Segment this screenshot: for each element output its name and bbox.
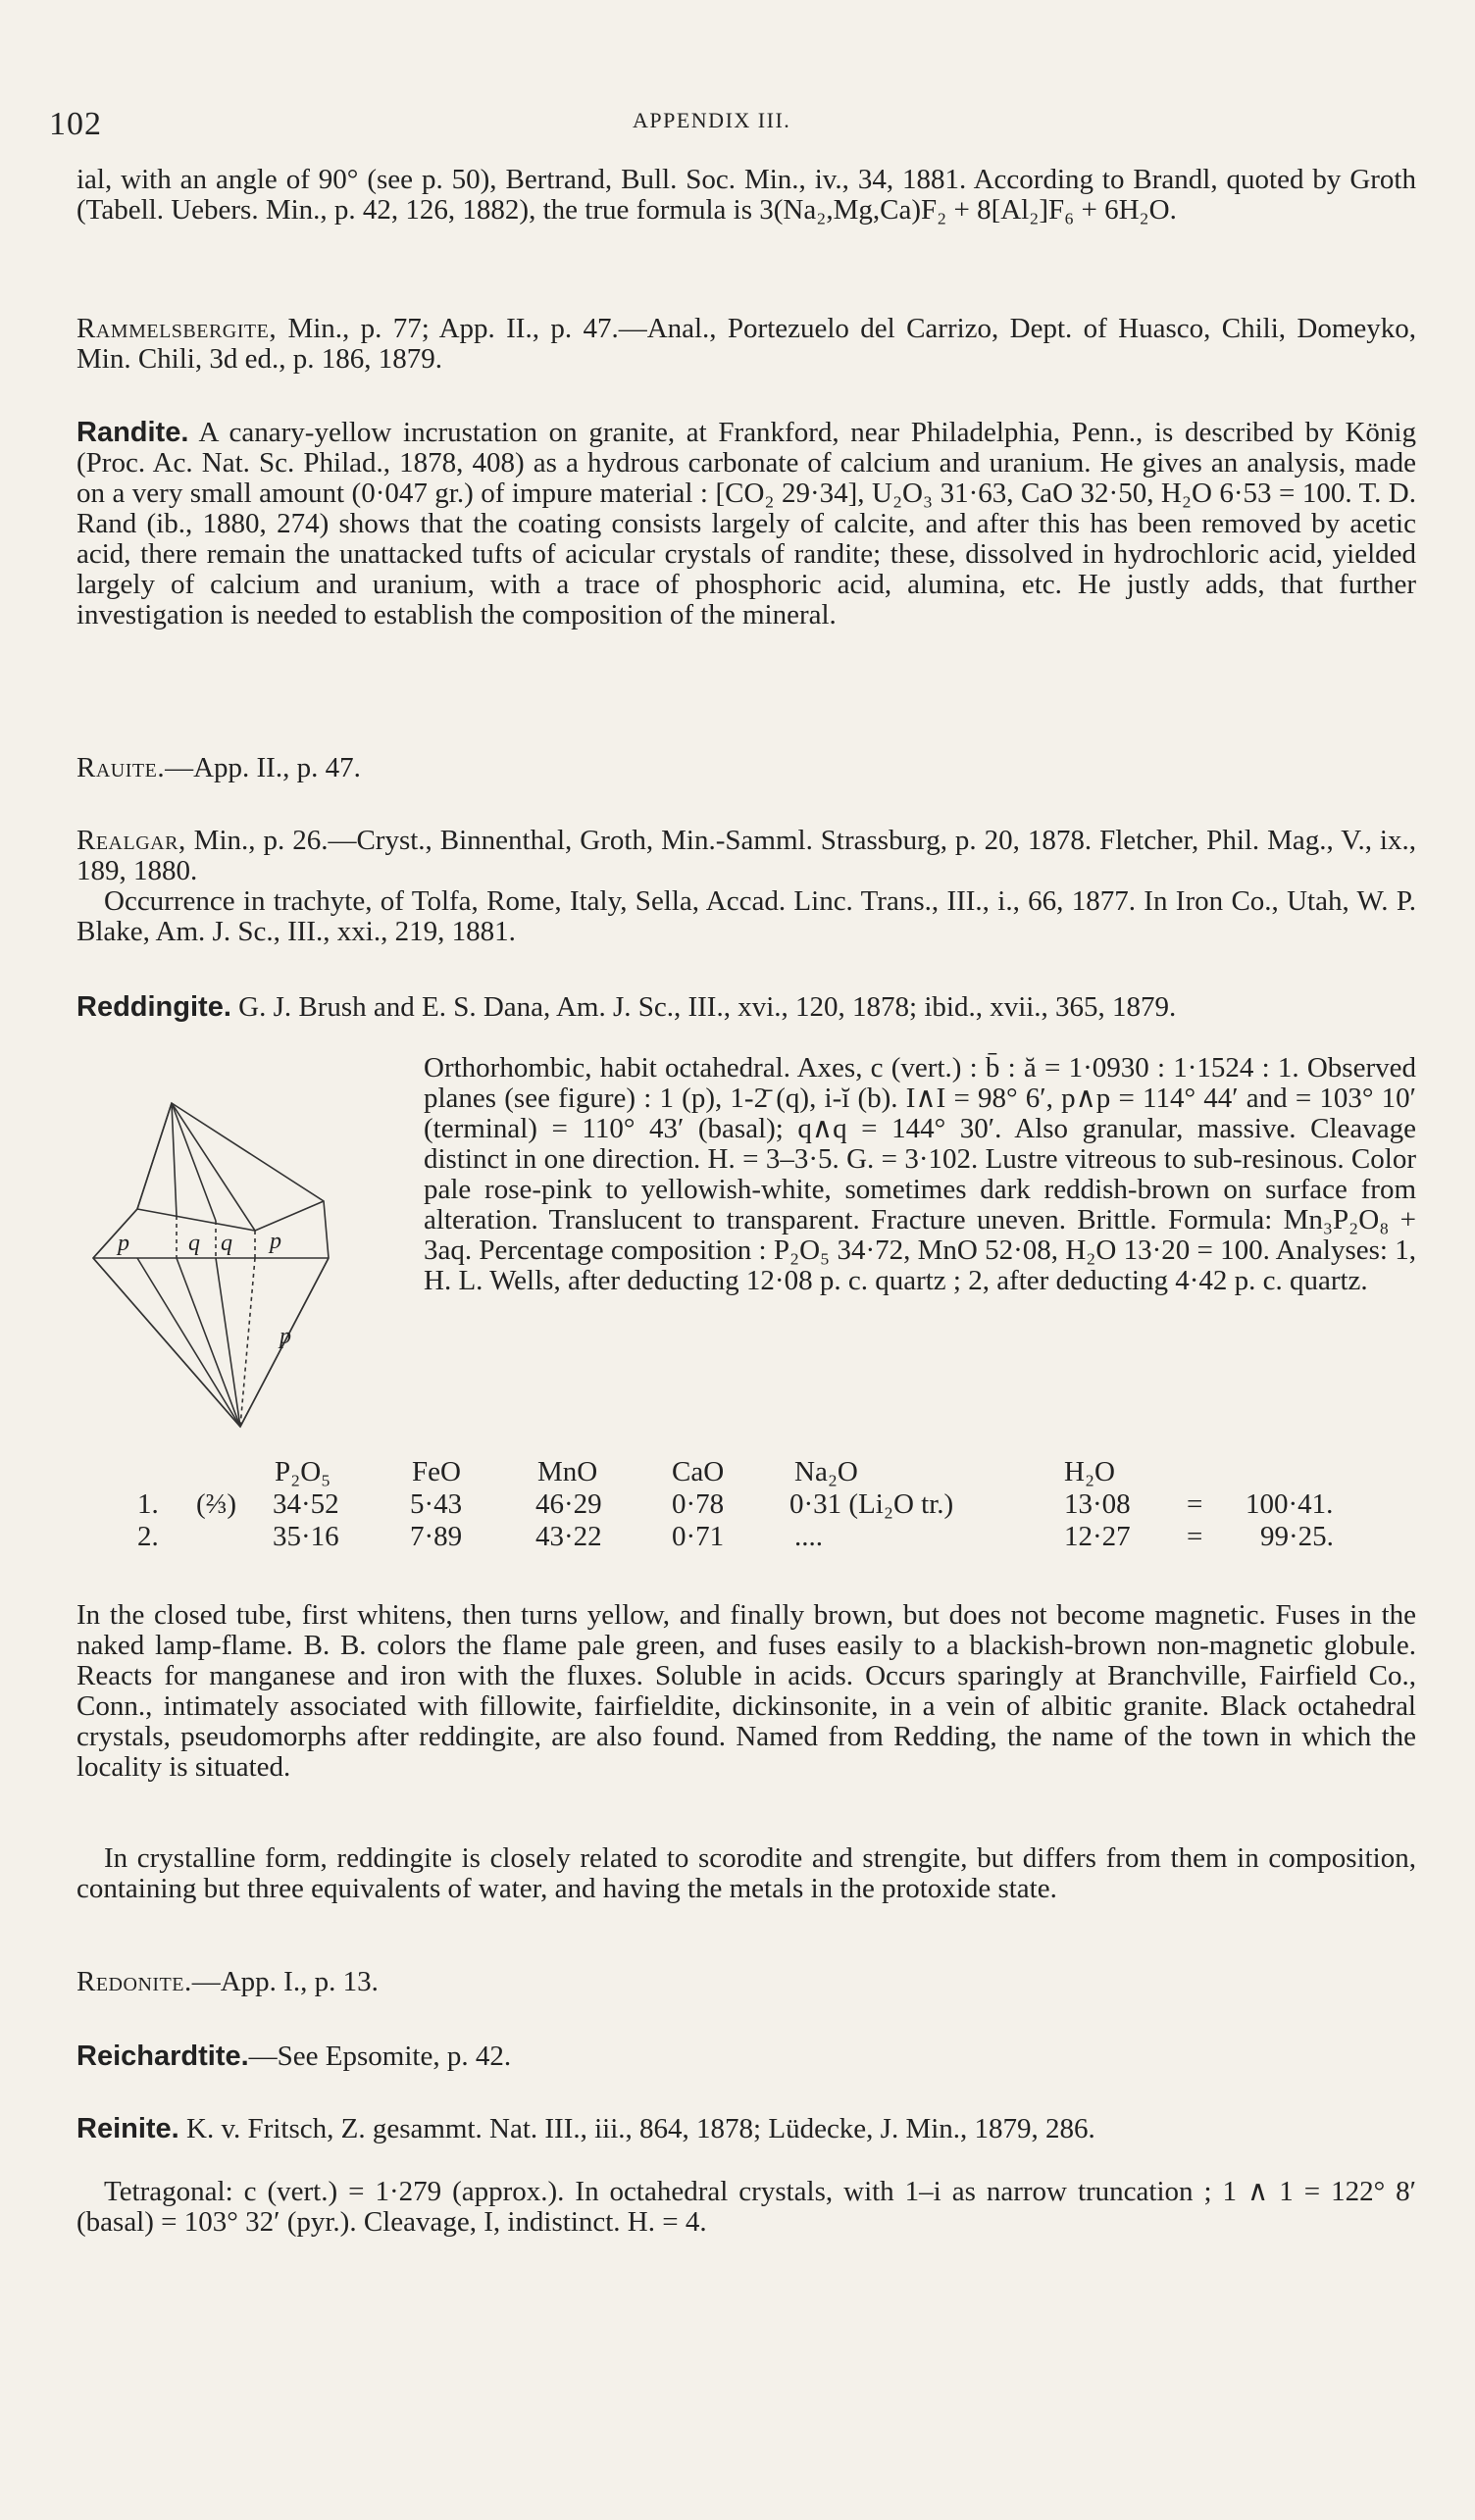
entry-body: —See Epsomite, p. 42. xyxy=(248,2041,512,2072)
equals-sign: = xyxy=(1187,1521,1203,1552)
entry-heading: Realgar, xyxy=(76,825,186,856)
analysis-table xyxy=(98,1456,1412,1553)
column-header: H₂O xyxy=(1064,1456,1115,1487)
row-label: 1. xyxy=(137,1488,159,1520)
entry-heading: Reinite. xyxy=(76,2113,179,2144)
entry-randite xyxy=(76,418,1416,630)
row-total: 100·41. xyxy=(1246,1488,1334,1520)
column-header: CaO xyxy=(672,1456,725,1487)
entry-reinite xyxy=(76,2114,1416,2144)
table-cell: 0·78 xyxy=(672,1488,725,1520)
entry-body: —App. I., p. 13. xyxy=(191,1966,379,1997)
equals-sign: = xyxy=(1187,1488,1203,1520)
table-cell: 0·71 xyxy=(672,1521,725,1552)
running-header: APPENDIX III. xyxy=(633,108,791,132)
table-row xyxy=(98,1488,1412,1521)
entry-heading: Reddingite. xyxy=(76,991,231,1023)
table-cell: 0·31 (Li₂O tr.) xyxy=(789,1488,954,1520)
entry-rammelsbergite xyxy=(76,314,1416,375)
entry-reinite-continued: Tetragonal: c (vert.) = 1·279 (approx.). In octahedral crystals, with 1–i as narrow truncation ; 1 ∧ 1 = 122° 8′ (basal) = 103° 32′ (pyr.). Cleavage, I, indistinct. H. = 4. xyxy=(76,2176,1416,2238)
table-cell: 7·89 xyxy=(410,1521,463,1552)
entry-body: K. v. Fritsch, Z. gesammt. Nat. III., iii., 864, 1878; Lüdecke, J. Min., 1879, 286. xyxy=(178,2113,1095,2144)
column-header: MnO xyxy=(537,1456,598,1487)
paragraph-p1: ial, with an angle of 90° (see p. 50), Bertrand, Bull. Soc. Min., iv., 34, 1881. According to Brandl, quoted by Groth (Tabell. Uebers. Min., p. 42, 126, 1882), the true formula is 3(Na₂,Mg,Ca)F₂ + 8[Al₂]F₆ + 6H₂O. xyxy=(76,164,1416,226)
table-cell: 34·52 xyxy=(273,1488,339,1520)
row-total: 99·25. xyxy=(1260,1521,1334,1552)
entry-reichardtite xyxy=(76,2041,1416,2072)
table-row xyxy=(98,1521,1412,1553)
table-cell: 12·27 xyxy=(1064,1521,1131,1552)
page-number: 102 xyxy=(49,106,102,142)
table-cell: 35·16 xyxy=(273,1521,339,1552)
entry-realgar-continued: Occurrence in trachyte, of Tolfa, Rome, Italy, Sella, Accad. Linc. Trans., III., i., 66, 1877. In Iron Co., Utah, W. P. Blake, Am. J. Sc., III., xxi., 219, 1881. xyxy=(76,885,1416,947)
entry-heading: Randite. xyxy=(76,417,189,448)
column-header: Na₂O xyxy=(794,1456,858,1487)
entry-heading: Rauite. xyxy=(76,752,166,783)
entry-rauite xyxy=(76,753,1416,783)
table-cell: 46·29 xyxy=(535,1488,602,1520)
column-header: FeO xyxy=(412,1456,461,1487)
face-label: p xyxy=(118,1231,129,1256)
crystal-figure xyxy=(78,1084,402,1436)
face-label: q xyxy=(221,1231,232,1256)
paragraph-p8: In crystalline form, reddingite is closely related to scorodite and strengite, but differs from them in composition, containing but three equivalents of water, and having the metals in the protoxide state. xyxy=(76,1842,1416,1904)
table-cell: 5·43 xyxy=(410,1488,463,1520)
entry-heading: Redonite. xyxy=(76,1966,192,1997)
entry-heading: Rammelsbergite, xyxy=(76,313,278,344)
table-cell: 13·08 xyxy=(1064,1488,1131,1520)
entry-body: A canary-yellow incrustation on granite, at Frankford, near Philadelphia, Penn., is described by König (Proc. Ac. Nat. Sc. Philad., 1878, 408) as a hydrous carbonate of calcium and uranium. He gives an analysis, made on a very small amount (0·047 gr.) of impure material : [CO₂ 29·34], U₂O₃ 31·63, CaO 32·50, H₂O 6·53 = 100. T. D. Rand (ib., 1880, 274) shows that the coating consists largely of calcite, and after this has been removed by acetic acid, there remain the unattacked tufts of acicular crystals of randite; these, dissolved in hydrochloric acid, yielded largely of calcium and uranium, with a trace of phosphoric acid, alumina, etc. He justly adds, that further investigation is needed to establish the composition of the mineral. xyxy=(76,417,1416,630)
row-label: 2. xyxy=(137,1521,159,1552)
table-cell: .... xyxy=(794,1521,823,1552)
column-header: P₂O₅ xyxy=(275,1456,331,1487)
table-cell: 43·22 xyxy=(535,1521,602,1552)
row-note: (⅔) xyxy=(196,1488,237,1520)
table-header-row xyxy=(98,1456,1412,1488)
entry-body: G. J. Brush and E. S. Dana, Am. J. Sc., III., xvi., 120, 1878; ibid., xvii., 365, 1879. xyxy=(230,991,1177,1023)
reddingite-description: Orthorhombic, habit octahedral. Axes, c (vert.) : b̄ : ă = 1·0930 : 1·1524 : 1. Observed planes (see figure) : 1 (p), 1-2̄ (q), i-ĭ (b). I∧I = 98° 6′, p∧p = 114° 44′ and = 103° 10′ (terminal) = 110° 43′ (basal); q∧q = 144° 30′. Also granular, massive. Cleavage distinct in one direction. H. = 3–3·5. G. = 3·102. Lustre vitreous to sub-resinous. Color pale rose-pink to yellowish-white, sometimes dark reddish-brown on surface from alteration. Translucent to transparent. Fracture uneven. Brittle. Formula: Mn₃P₂O₈ + 3aq. Percentage composition : P₂O₅ 34·72, MnO 52·08, H₂O 13·20 = 100. Analyses: 1, H. L. Wells, after deducting 12·08 p. c. quartz ; 2, after deducting 4·42 p. c. quartz. xyxy=(424,1052,1416,1296)
face-label: p xyxy=(280,1324,291,1349)
entry-reddingite xyxy=(76,992,1416,1023)
entry-body: Min., p. 26.—Cryst., Binnenthal, Groth, Min.-Samml. Strassburg, p. 20, 1878. Fletcher, Phil. Mag., V., ix., 189, 1880. xyxy=(76,825,1416,886)
face-label: q xyxy=(188,1231,200,1256)
face-label: p xyxy=(270,1229,281,1254)
entry-body: —App. II., p. 47. xyxy=(165,752,361,783)
entry-body: Min., p. 77; App. II., p. 47.—Anal., Portezuelo del Carrizo, Dept. of Huasco, Chili, Domeyko, Min. Chili, 3d ed., p. 186, 1879. xyxy=(76,313,1416,375)
entry-realgar xyxy=(76,826,1416,886)
entry-redonite xyxy=(76,1967,1416,1997)
paragraph-p7: In the closed tube, first whitens, then turns yellow, and finally brown, but does not become magnetic. Fuses in the naked lamp-flame. B. B. colors the flame pale green, and fuses easily to a blackish-brown non-magnetic globule. Reacts for manganese and iron with the fluxes. Soluble in acids. Occurs sparingly at Branchville, Fairfield Co., Conn., intimately associated with fillowite, fairfieldite, dickinsonite, in a vein of albitic granite. Black octahedral crystals, pseudomorphs after reddingite, are also found. Named from Redding, the name of the town in which the locality is situated. xyxy=(76,1599,1416,1783)
entry-heading: Reichardtite. xyxy=(76,2041,249,2072)
